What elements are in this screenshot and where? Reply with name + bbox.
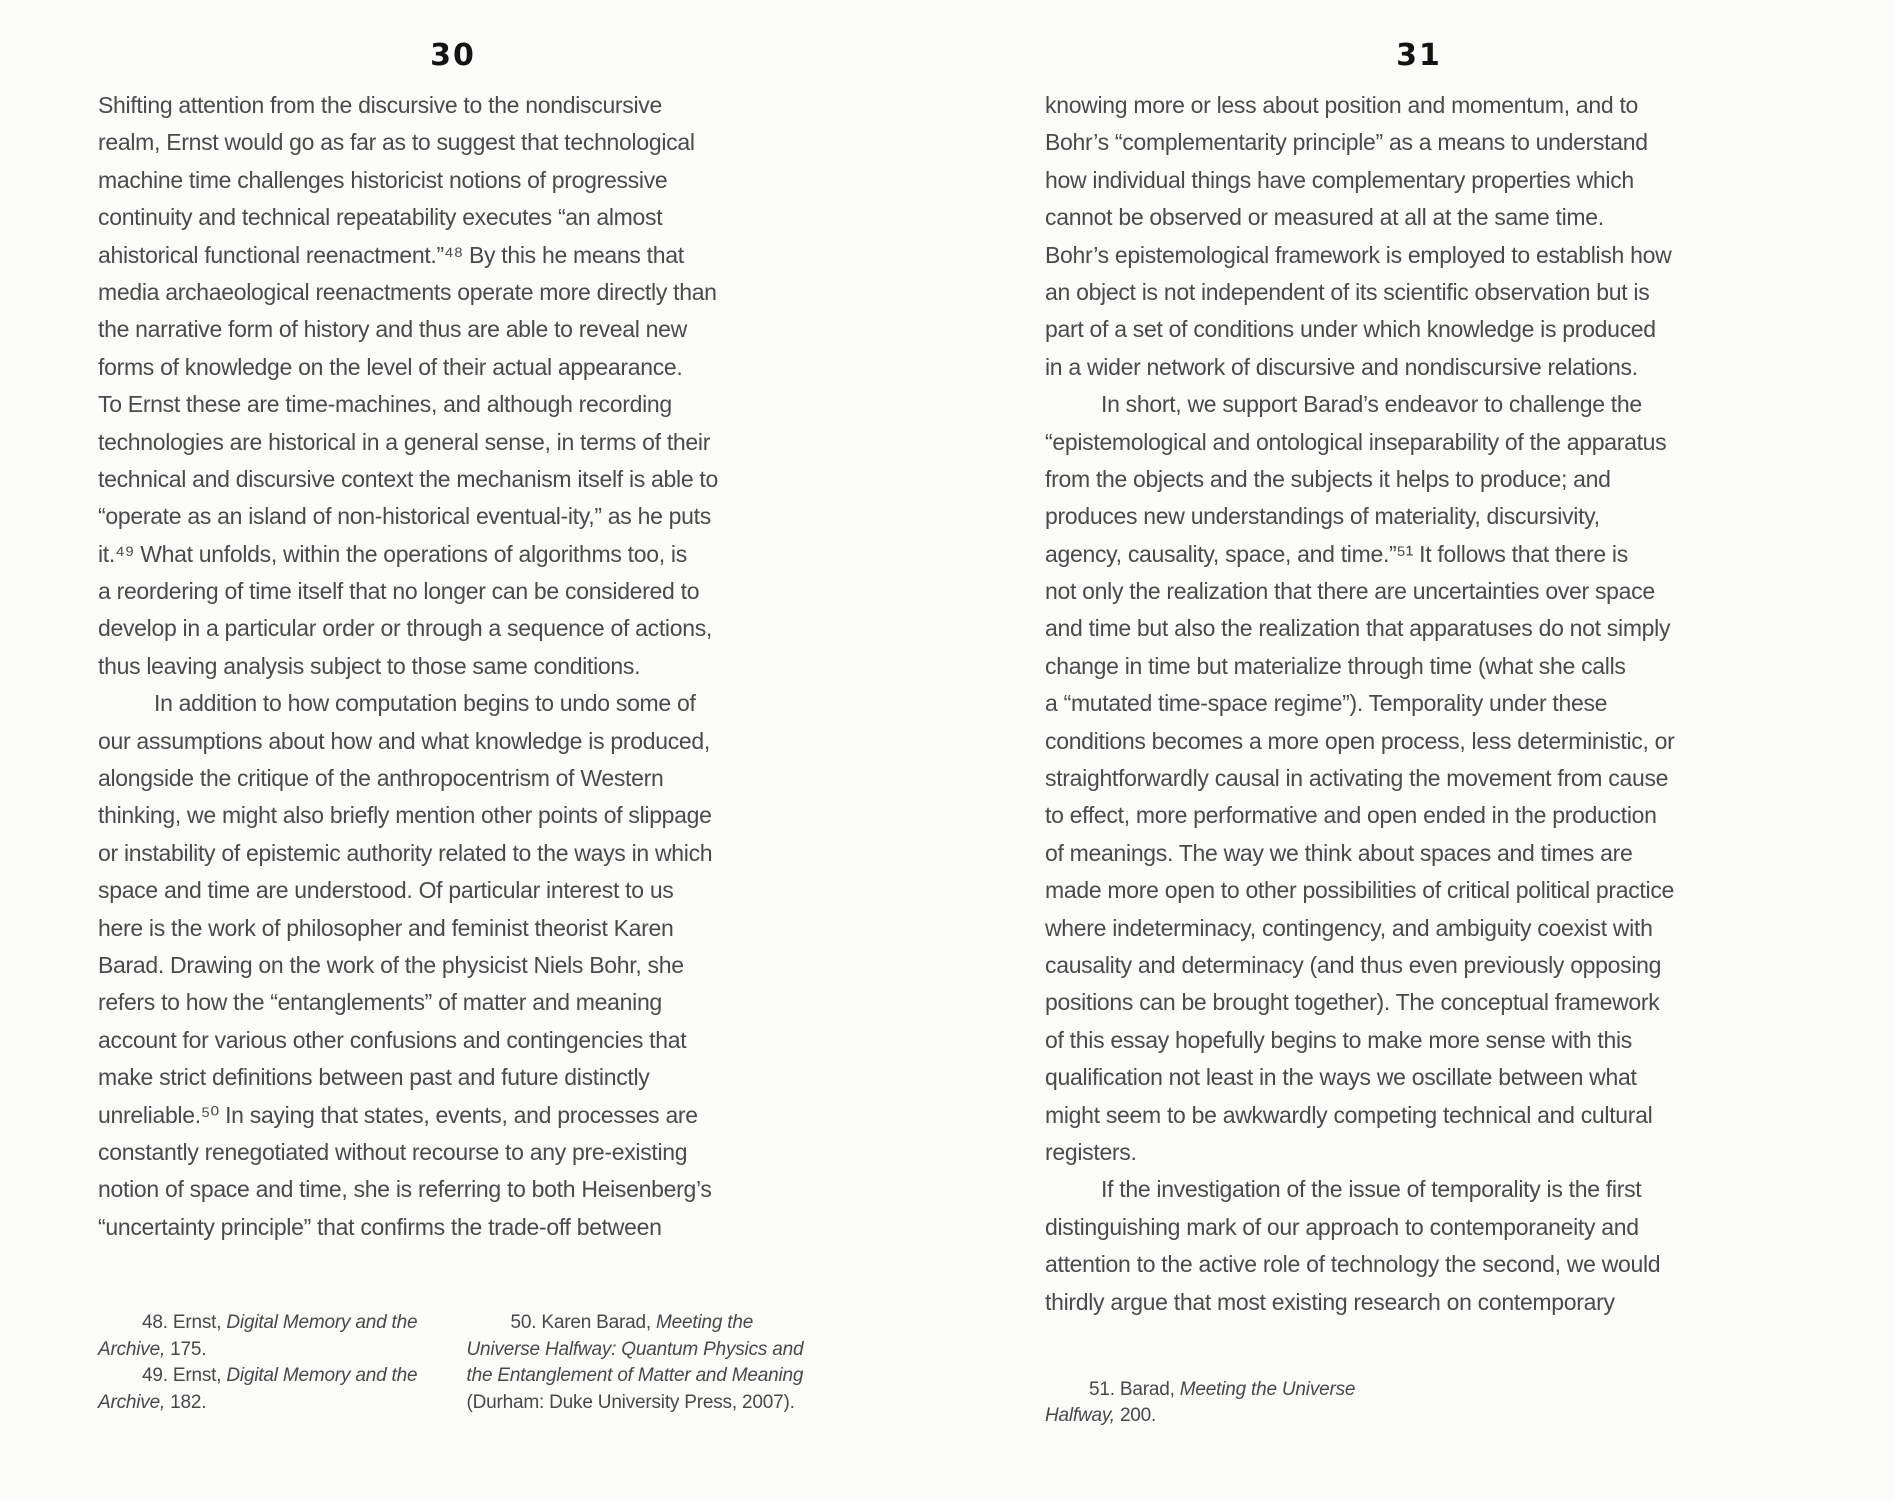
body-line: make strict definitions between past and future distinctly — [98, 1064, 650, 1091]
body-line: To Ernst these are time-machines, and although recording — [98, 391, 672, 418]
footnote: 51. Barad, Meeting the Universe Halfway, 200. — [1045, 1378, 1356, 1427]
body-line: of meanings. The way we think about spaces and times are — [1045, 839, 1633, 866]
body-line: continuity and technical repeatability executes “an almost — [98, 204, 663, 231]
page-number-right: 31 — [1396, 38, 1442, 73]
body-line: “epistemological and ontological inseparability of the apparatus — [1045, 428, 1667, 455]
body-text-right — [1045, 87, 1793, 1321]
body-line: a reordering of time itself that no longer can be considered to — [98, 578, 700, 605]
footnote-column-1 — [98, 1310, 440, 1416]
body-line: it.⁴⁹ What unfolds, within the operations of algorithms too, is — [98, 540, 687, 567]
body-line: thinking, we might also briefly mention other points of slippage — [98, 802, 712, 829]
body-line: not only the realization that there are uncertainties over space — [1045, 578, 1655, 605]
body-line: from the objects and the subjects it helps to produce; and — [1045, 465, 1611, 492]
footnote: 50. Karen Barad, Meeting the Universe Halfway: Quantum Physics and the Entanglement of Matter and Meaning (Durham: Duke University Press, 2007). — [466, 1312, 804, 1413]
body-line: and time but also the realization that apparatuses do not simply — [1045, 615, 1671, 642]
body-line: conditions becomes a more open process, less deterministic, or — [1045, 727, 1675, 754]
body-line: constantly renegotiated without recourse to any pre-existing — [98, 1138, 688, 1165]
footnotes-right — [1045, 1377, 1793, 1430]
body-line: Bohr’s “complementarity principle” as a means to understand — [1045, 129, 1648, 156]
body-line: In addition to how computation begins to undo some of — [154, 690, 696, 717]
body-line: part of a set of conditions under which knowledge is produced — [1045, 316, 1656, 343]
body-text-left — [98, 87, 808, 1246]
body-line: notion of space and time, she is referring to both Heisenberg’s — [98, 1176, 712, 1203]
body-line: our assumptions about how and what knowledge is produced, — [98, 727, 710, 754]
footnote-column-2 — [467, 1310, 809, 1416]
body-line: “operate as an island of non-historical eventual-ity,” as he puts — [98, 503, 711, 530]
page-30 — [98, 38, 808, 1416]
body-line: a “mutated time-space regime”). Temporality under these — [1045, 690, 1608, 717]
body-line: produces new understandings of materiality, discursivity, — [1045, 503, 1600, 530]
footnote: 49. Ernst, Digital Memory and the Archive, 182. — [98, 1365, 418, 1413]
body-line: media archaeological reenactments operate more directly than — [98, 278, 717, 305]
body-line: positions can be brought together). The conceptual framework — [1045, 989, 1660, 1016]
body-line: qualification not least in the ways we oscillate between what — [1045, 1064, 1637, 1091]
body-line: ahistorical functional reenactment.”⁴⁸ By this he means that — [98, 241, 684, 268]
body-line: the narrative form of history and thus are able to reveal new — [98, 316, 687, 343]
body-line: thirdly argue that most existing research on contemporary — [1045, 1288, 1615, 1315]
body-line: space and time are understood. Of particular interest to us — [98, 877, 674, 904]
footnote: 48. Ernst, Digital Memory and the Archive, 175. — [98, 1312, 418, 1360]
footnote-column-2 — [1433, 1377, 1794, 1430]
body-line: Barad. Drawing on the work of the physicist Niels Bohr, she — [98, 951, 684, 978]
body-line: unreliable.⁵⁰ In saying that states, events, and processes are — [98, 1101, 698, 1128]
body-line: If the investigation of the issue of temporality is the first — [1101, 1176, 1642, 1203]
body-line: of this essay hopefully begins to make more sense with this — [1045, 1026, 1632, 1053]
body-line: refers to how the “entanglements” of matter and meaning — [98, 989, 662, 1016]
body-line: develop in a particular order or through a sequence of actions, — [98, 615, 712, 642]
body-line: “uncertainty principle” that confirms the trade-off between — [98, 1213, 662, 1240]
body-line: or instability of epistemic authority related to the ways in which — [98, 839, 713, 866]
body-line: In short, we support Barad’s endeavor to challenge the — [1101, 391, 1642, 418]
body-line: thus leaving analysis subject to those same conditions. — [98, 652, 641, 679]
body-line: cannot be observed or measured at all at the same time. — [1045, 204, 1604, 231]
body-line: to effect, more performative and open ended in the production — [1045, 802, 1657, 829]
footnote-column-1 — [1045, 1377, 1406, 1430]
body-line: Shifting attention from the discursive to the nondiscursive — [98, 92, 662, 118]
body-line: attention to the active role of technology the second, we would — [1045, 1251, 1661, 1278]
body-line: technologies are historical in a general sense, in terms of their — [98, 428, 711, 455]
body-line: might seem to be awkwardly competing technical and cultural — [1045, 1101, 1653, 1128]
body-line: alongside the critique of the anthropocentrism of Western — [98, 765, 664, 792]
body-line: account for various other confusions and contingencies that — [98, 1026, 687, 1053]
body-line: in a wider network of discursive and nondiscursive relations. — [1045, 353, 1638, 380]
body-line: how individual things have complementary properties which — [1045, 166, 1634, 193]
body-line: here is the work of philosopher and feminist theorist Karen — [98, 914, 674, 941]
footnotes-left — [98, 1310, 808, 1416]
body-line: where indeterminacy, contingency, and ambiguity coexist with — [1045, 914, 1653, 941]
body-line: knowing more or less about position and momentum, and to — [1045, 92, 1639, 118]
body-line: made more open to other possibilities of critical political practice — [1045, 877, 1675, 904]
page-number-left: 30 — [430, 38, 476, 73]
body-line: causality and determinacy (and thus even previously opposing — [1045, 951, 1662, 978]
body-line: realm, Ernst would go as far as to suggest that technological — [98, 129, 695, 156]
body-line: forms of knowledge on the level of their actual appearance. — [98, 353, 683, 380]
page-31 — [1045, 38, 1793, 1430]
body-line: straightforwardly causal in activating the movement from cause — [1045, 765, 1669, 792]
body-line: Bohr’s epistemological framework is employed to establish how — [1045, 241, 1672, 268]
body-line: change in time but materialize through time (what she calls — [1045, 652, 1626, 679]
body-line: distinguishing mark of our approach to contemporaneity and — [1045, 1213, 1639, 1240]
body-line: machine time challenges historicist notions of progressive — [98, 166, 668, 193]
body-line: registers. — [1045, 1138, 1137, 1165]
body-line: an object is not independent of its scientific observation but is — [1045, 278, 1650, 305]
body-line: agency, causality, space, and time.”⁵¹ It follows that there is — [1045, 540, 1628, 567]
body-line: technical and discursive context the mechanism itself is able to — [98, 465, 719, 492]
